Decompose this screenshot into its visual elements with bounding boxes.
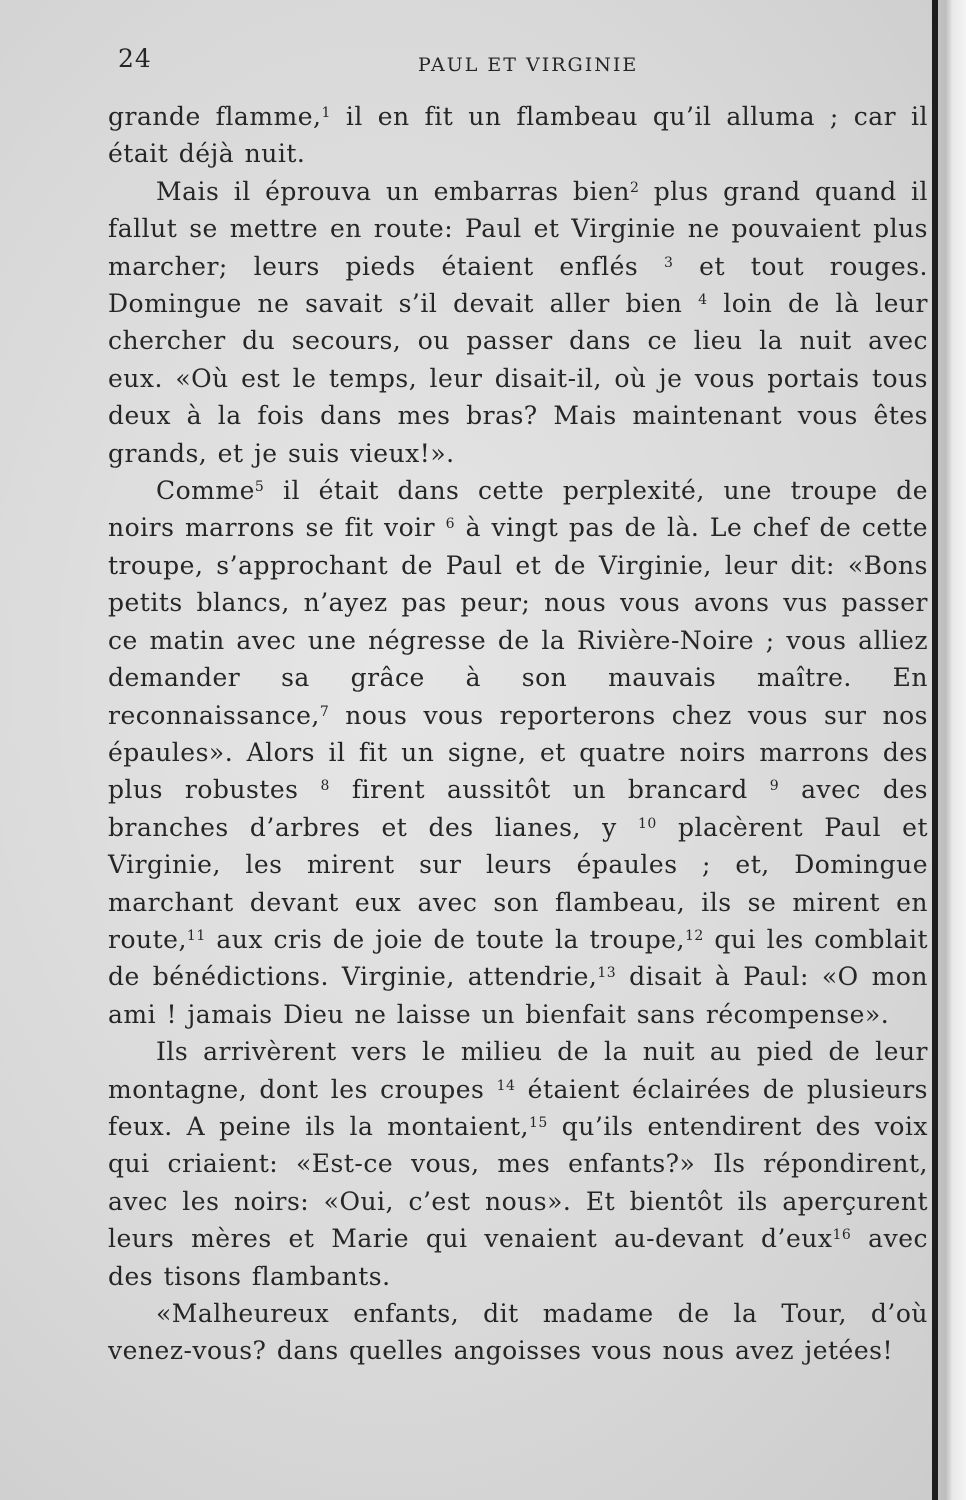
binding-edge-line: [932, 0, 938, 1500]
paragraph-3: Comme$^5$ il était dans cette perplexité, une troupe de noirs marrons se fit voir $^6$ à vingt pas de là. Le chef de cette troupe, s’approchant de Paul et de Virginie, leur dit: «Bons petits blancs, n’ayez pas peur; nous vous avons vus passer ce matin avec une négresse de la Rivière-Noire ; vous alliez demander sa grâce à son mauvais maître. En reconnaissance,$^7$ nous vous reporterons chez vous sur nos épaules». Alors il fit un signe, et quatre noirs marrons des plus robustes $^8$ firent aussitôt un brancard $^9$ avec des branches d’arbres et des lianes, y $^{10}$ placèrent Paul et Virginie, les mirent sur leurs épaules ; et, Domingue marchant devant eux avec son flambeau, ils se mirent en route,$^{11}$ aux cris de joie de toute la troupe,$^{12}$ qui les comblait de bénédictions. Virginie, attendrie,$^{13}$ disait à Paul: «O mon ami ! jamais Dieu ne laisse un bienfait sans récompense».: [108, 476, 929, 1029]
page-number: 24: [118, 44, 152, 73]
paragraph-4: Ils arrivèrent vers le milieu de la nuit au pied de leur montagne, dont les croupes $^{14}$ étaient éclairées de plusieurs feux. A peine ils la montaient,$^{15}$ qu’ils entendirent des voix qui criaient: «Est-ce vous, mes enfants?» Ils répondirent, avec les noirs: «Oui, c’est nous». Et bientôt ils aperçurent leurs mères et Marie qui venaient au-devant d’eux$^{16}$ avec des tisons flambants.: [108, 1037, 929, 1291]
paragraph-2: Mais il éprouva un embarras bien$^2$ plus grand quand il fallut se mettre en route: Paul et Virginie ne pouvaient plus marcher; leurs pieds étaient enflés $^3$ et tout rouges. Domingue ne savait s’il devait aller bien $^4$ loin de là leur chercher du secours, ou passer dans ce lieu la nuit avec eux. «Où est le temps, leur disait-il, où je vous portais tous deux à la fois dans mes bras? Mais maintenant vous êtes grands, et je suis vieux!».: [108, 176, 928, 468]
page-header: [118, 44, 928, 80]
paragraph-1: grande flamme,$^1$ il en fit un flambeau qu’il alluma ; car il était déjà nuit.: [108, 102, 929, 169]
body-text: [108, 98, 928, 1370]
running-title: PAUL ET VIRGINIE: [418, 54, 639, 76]
paragraph-5: «Malheureux enfants, dit madame de la Tour, d’où venez-vous? dans quelles angoisses vous nous avez jetées!: [108, 1299, 928, 1366]
